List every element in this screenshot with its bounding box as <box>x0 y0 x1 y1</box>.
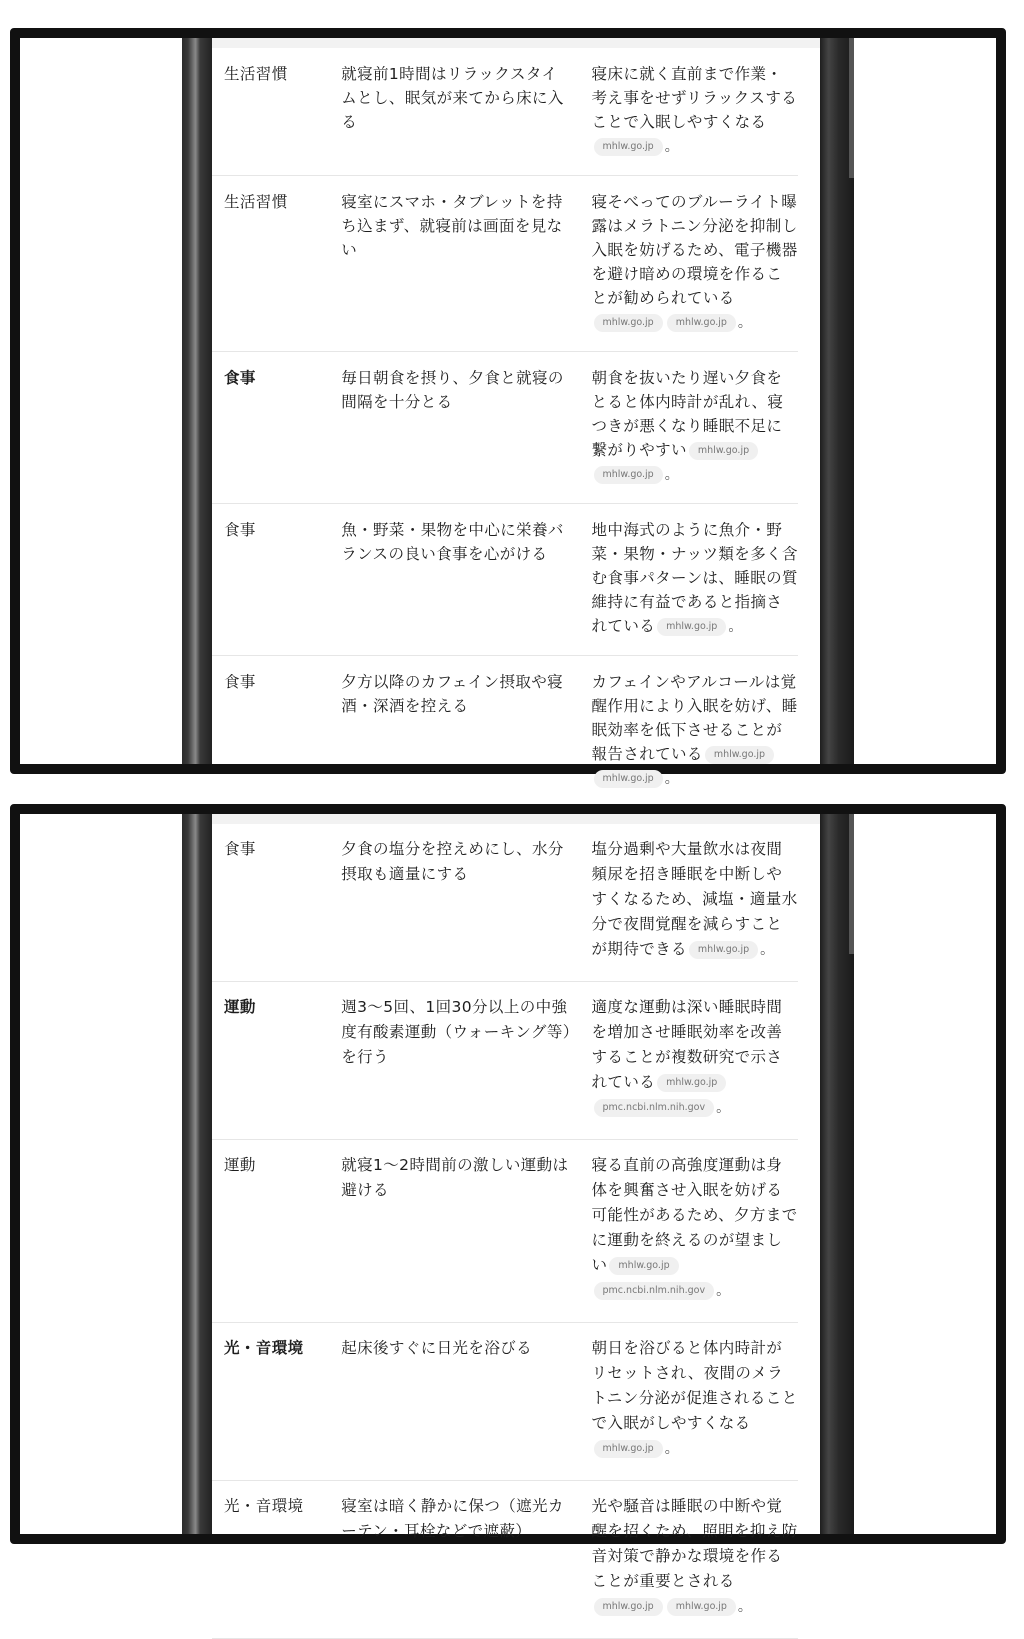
screenshot-panel-1 <box>10 28 1006 787</box>
table-row <box>212 1140 798 1323</box>
action-cell: 魚・野菜・果物を中心に栄養バランスの良い食事を心がける <box>341 521 564 563</box>
table-row <box>212 352 798 504</box>
period: 。 <box>716 1100 731 1116</box>
reason-cell <box>580 837 798 963</box>
category-cell: 運動 <box>224 998 256 1016</box>
sleep-tips-table <box>212 824 820 1639</box>
source-chip[interactable]: mhlw.go.jp <box>594 138 663 156</box>
action-cell: 就寝1〜2時間前の激しい運動は避ける <box>341 1156 569 1199</box>
category-cell: 食事 <box>224 369 256 387</box>
table-screen[interactable] <box>212 814 820 1615</box>
table-row <box>212 1481 798 1639</box>
reason-cell <box>580 190 798 335</box>
source-chip[interactable]: mhlw.go.jp <box>689 442 758 460</box>
source-chip[interactable]: pmc.ncbi.nlm.nih.gov <box>594 1099 715 1117</box>
action-cell: 寝室にスマホ・タブレットを持ち込まず、就寝前は画面を見ない <box>341 193 563 259</box>
source-chip[interactable]: mhlw.go.jp <box>594 1440 663 1458</box>
action-cell: 起床後すぐに日光を浴びる <box>341 1339 533 1357</box>
screenshot-panel-2 <box>10 804 1006 1615</box>
table-row <box>212 982 798 1140</box>
period: 。 <box>716 1283 731 1299</box>
reason-text: 朝日を浴びると体内時計がリセットされ、夜間のメラトニン分泌が促進されることで入眠がしやすくなる <box>591 1339 798 1432</box>
reason-cell <box>580 366 798 487</box>
source-chip[interactable]: mhlw.go.jp <box>657 1074 726 1092</box>
action-cell: 週3〜5回、1回30分以上の中強度有酸素運動（ウォーキング等）を行う <box>341 998 571 1066</box>
source-chip[interactable]: mhlw.go.jp <box>594 770 663 788</box>
period: 。 <box>664 1441 680 1457</box>
period: 。 <box>737 1599 753 1615</box>
reason-cell <box>580 670 798 791</box>
source-chip[interactable]: mhlw.go.jp <box>657 618 726 636</box>
device-bezel-right <box>820 38 854 764</box>
source-chip[interactable]: mhlw.go.jp <box>705 746 774 764</box>
reason-text: 朝食を抜いたり遅い夕食をとると体内時計が乱れ、寝つきが悪くなり睡眠不足に繋がりやすい <box>591 369 784 459</box>
device-bezel-left <box>182 38 212 764</box>
table-screen[interactable] <box>212 38 820 787</box>
reason-cell <box>580 518 798 639</box>
table-row <box>212 48 798 176</box>
reason-text: 塩分過剰や大量飲水は夜間頻尿を招き睡眠を中断しやすくなるため、減塩・適量水分で夜間覚醒を減らすことが期待できる <box>591 840 798 958</box>
table-row <box>212 1323 798 1481</box>
reason-cell <box>580 1336 798 1462</box>
action-cell: 就寝前1時間はリラックスタイムとし、眠気が来てから床に入る <box>341 65 564 131</box>
action-cell: 夕食の塩分を控えめにし、水分摂取も適量にする <box>341 840 564 883</box>
category-cell: 食事 <box>224 521 256 539</box>
period: 。 <box>737 315 753 331</box>
source-chip[interactable]: mhlw.go.jp <box>667 1598 736 1616</box>
category-cell: 運動 <box>224 1156 256 1174</box>
source-chip[interactable]: mhlw.go.jp <box>594 314 663 332</box>
reason-text: 寝る直前の高強度運動は身体を興奮させ入眠を妨げる可能性があるため、夕方までに運動を終えるのが望ましい <box>591 1156 798 1274</box>
category-cell: 光・音環境 <box>224 1497 304 1515</box>
reason-cell <box>580 995 798 1121</box>
reason-text: 適度な運動は深い睡眠時間を増加させ睡眠効率を改善することが複数研究で示されている <box>591 998 783 1091</box>
period: 。 <box>760 942 775 958</box>
reason-text: 寝床に就く直前まで作業・考え事をせずリラックスすることで入眠しやすくなる <box>591 65 798 131</box>
source-chip[interactable]: mhlw.go.jp <box>594 466 663 484</box>
source-chip[interactable]: mhlw.go.jp <box>689 941 758 959</box>
reason-text: 地中海式のように魚介・野菜・果物・ナッツ類を多く含む食事パターンは、睡眠の質維持に有益であると指摘されている <box>591 521 798 635</box>
period: 。 <box>728 619 743 635</box>
category-cell: 食事 <box>224 673 256 691</box>
reason-cell <box>580 62 798 159</box>
source-chip[interactable]: mhlw.go.jp <box>594 1598 663 1616</box>
reason-cell <box>580 1153 798 1304</box>
period: 。 <box>664 139 680 155</box>
period: 。 <box>664 771 680 787</box>
action-cell: 夕方以降のカフェイン摂取や寝酒・深酒を控える <box>341 673 564 715</box>
source-chip[interactable]: mhlw.go.jp <box>609 1257 678 1275</box>
category-cell: 生活習慣 <box>224 65 288 83</box>
table-row <box>212 824 798 982</box>
category-cell: 食事 <box>224 840 256 858</box>
action-cell: 寝室は暗く静かに保つ（遮光カーテン・耳栓などで遮蔽） <box>341 1497 564 1540</box>
reason-text: 寝そべってのブルーライト曝露はメラトニン分泌を抑制し入眠を妨げるため、電子機器を避け暗めの環境を作ることが勧められている <box>591 193 798 307</box>
reason-text: カフェインやアルコールは覚醒作用により入眠を妨げ、睡眠効率を低下させることが報告されている <box>591 673 798 763</box>
device-bezel-right <box>820 814 854 1534</box>
source-chip[interactable]: pmc.ncbi.nlm.nih.gov <box>594 1282 715 1300</box>
action-cell: 毎日朝食を摂り、夕食と就寝の間隔を十分とる <box>341 369 564 411</box>
table-row <box>212 656 798 808</box>
device-bezel-left <box>182 814 212 1534</box>
reason-text: 光や騒音は睡眠の中断や覚醒を招くため、照明を抑え防音対策で静かな環境を作ることが重要とされる <box>591 1497 798 1590</box>
table-row <box>212 176 798 352</box>
source-chip[interactable]: mhlw.go.jp <box>667 314 736 332</box>
category-cell: 光・音環境 <box>224 1339 304 1357</box>
reason-cell <box>580 1494 798 1620</box>
table-row <box>212 504 798 656</box>
category-cell: 生活習慣 <box>224 193 288 211</box>
sleep-tips-table <box>212 48 820 808</box>
period: 。 <box>664 467 680 483</box>
